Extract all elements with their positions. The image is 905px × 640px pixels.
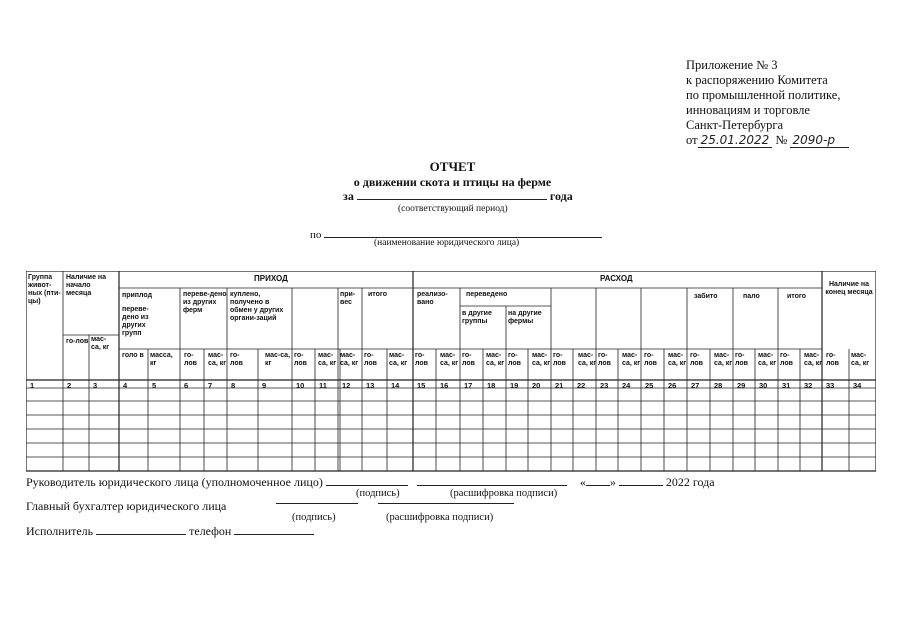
start-mass-header: мас-са, кг: [91, 336, 110, 351]
head-decode-hint: (расшифровка подписи): [450, 488, 558, 499]
phone-field[interactable]: [234, 524, 314, 535]
column-number: 16: [440, 381, 449, 390]
period-suffix: года: [549, 189, 573, 203]
column-number: 7: [208, 381, 213, 390]
column-number: 15: [417, 381, 426, 390]
column-number: 27: [691, 381, 700, 390]
column-number: 28: [714, 381, 723, 390]
mass-header: мас-са, кг: [208, 352, 227, 367]
column-number: 13: [366, 381, 375, 390]
transferred-farms-header: переве-дено из других ферм: [183, 291, 227, 314]
column-number: 11: [319, 381, 327, 390]
head-label: Руководитель юридического лица (уполномоченное лицо): [26, 475, 323, 489]
income-total-header: итого: [368, 291, 388, 298]
column-number: 30: [759, 381, 768, 390]
column-number: 20: [532, 381, 541, 390]
offspring-header: приплод: [122, 292, 153, 299]
mass-header: мас-са, кг: [578, 352, 597, 367]
column-number: 4: [123, 381, 128, 390]
column-number: 5: [152, 381, 157, 390]
expense-header: РАСХОД: [600, 274, 633, 283]
accountant-decode-field[interactable]: [378, 503, 514, 504]
mass-header: мас-са, кг: [318, 352, 337, 367]
mass-header: мас-са, кг: [265, 352, 291, 367]
number-prefix: №: [775, 133, 788, 147]
mass-header: мас-са, кг: [486, 352, 505, 367]
period-prefix: за: [343, 189, 354, 203]
head-decode-field[interactable]: [417, 475, 567, 486]
mass-header: мас-са, кг: [714, 352, 733, 367]
period-field[interactable]: [357, 189, 547, 200]
transferred-groups-header: переве-дено из других групп: [122, 306, 149, 337]
org-prefix: по: [310, 229, 322, 241]
heads-header: го-лов: [735, 352, 748, 367]
heads-header: го-лов: [508, 352, 521, 367]
mass-header: мас-са, кг: [532, 352, 551, 367]
column-number: 22: [577, 381, 586, 390]
gain-header: при-вес: [340, 291, 356, 306]
column-number: 33: [826, 381, 835, 390]
expense-total-header: итого: [787, 293, 807, 300]
org-field[interactable]: [324, 227, 602, 238]
column-number: 34: [853, 381, 862, 390]
col-start-header: Наличие на начало месяца: [66, 274, 107, 297]
date-month-field[interactable]: [619, 475, 663, 486]
appendix-line: к распоряжению Комитета: [686, 73, 828, 87]
handwritten-number: 2090-р: [790, 133, 849, 148]
income-header: ПРИХОД: [254, 274, 288, 283]
date-open-quote: «: [579, 475, 586, 489]
column-number: 9: [262, 381, 267, 390]
org-hint: (наименование юридического лица): [374, 238, 520, 248]
heads-header: го-лов: [230, 352, 243, 367]
moved-header: переведено: [466, 291, 508, 298]
sold-header: реализо-вано: [417, 291, 448, 306]
column-number: 3: [93, 381, 98, 390]
handwritten-date: 25.01.2022: [698, 133, 773, 148]
heads-header: го-лов: [690, 352, 703, 367]
column-number: 6: [184, 381, 189, 390]
mass-header: мас-са, кг: [758, 352, 777, 367]
column-number: 19: [510, 381, 519, 390]
heads-header: го-лов: [364, 352, 377, 367]
heads-header: го-лов: [294, 352, 307, 367]
heads-header: го-лов: [826, 352, 839, 367]
start-heads-header: го-лов: [66, 338, 89, 345]
heads-header: го-лов: [415, 352, 428, 367]
date-close-quote: »: [609, 475, 616, 489]
appendix-date-line: [686, 133, 849, 148]
accountant-signature-field[interactable]: [276, 503, 358, 504]
column-number: 14: [391, 381, 400, 390]
executor-line: [26, 524, 314, 539]
slaughtered-header: забито: [694, 293, 718, 300]
mass-header: мас-са, кг: [622, 352, 641, 367]
column-number: 2: [67, 381, 72, 390]
column-number: 24: [622, 381, 631, 390]
appendix-line: Приложение № 3: [686, 58, 778, 72]
mass-header: мас-са, кг: [440, 352, 459, 367]
column-number: 21: [555, 381, 564, 390]
head-signature-hint: (подпись): [356, 488, 400, 499]
period-line: [343, 189, 573, 204]
column-number: 31: [782, 381, 791, 390]
appendix-line: по промышленной политике,: [686, 88, 841, 102]
appendix-block: [686, 58, 849, 148]
heads-header: го-лов: [644, 352, 657, 367]
column-number: 32: [804, 381, 813, 390]
mass-header: мас-са, кг: [851, 352, 870, 367]
column-number: 12: [342, 381, 351, 390]
heads-header: го-лов: [598, 352, 611, 367]
offspring-mass-header: масса, кг: [150, 352, 173, 367]
accountant-label: Главный бухгалтер юридического лица: [26, 499, 227, 513]
column-number: 8: [231, 381, 236, 390]
column-number: 29: [737, 381, 746, 390]
appendix-line: инновациям и торговле: [686, 103, 810, 117]
column-number: 23: [600, 381, 609, 390]
col-group-header: Группа живот-ных (пти-цы): [28, 274, 61, 305]
date-prefix: от: [686, 133, 698, 147]
col-end-header: Наличие на конец месяца: [825, 281, 873, 296]
heads-header: го-лов: [553, 352, 566, 367]
heads-header: го-лов: [780, 352, 793, 367]
column-number: 17: [464, 381, 473, 390]
column-number: 25: [645, 381, 654, 390]
heads-header: го-лов: [184, 352, 197, 367]
column-number: 1: [30, 381, 35, 390]
purchased-header: куплено, получено в обмен у других органи-заций: [230, 291, 284, 322]
column-number: 26: [668, 381, 677, 390]
report-heading: ОТЧЕТ: [429, 159, 476, 174]
report-subtitle: о движении скота и птицы на ферме: [353, 175, 552, 189]
appendix-line: Санкт-Петербурга: [686, 118, 784, 132]
heads-header: го-лов: [462, 352, 475, 367]
phone-label: телефон: [189, 524, 232, 538]
column-number: 10: [296, 381, 305, 390]
mass-header: мас-са, кг: [668, 352, 687, 367]
accountant-line: [26, 499, 226, 514]
head-signature-field[interactable]: [326, 475, 408, 486]
mass-header: мас-са, кг: [389, 352, 408, 367]
accountant-signature-hint: (подпись): [292, 512, 336, 523]
period-hint: (соответствующий период): [398, 204, 508, 214]
date-year: 2022 года: [665, 475, 715, 489]
to-groups-header: в другие группы: [462, 310, 492, 325]
date-day-field[interactable]: [586, 475, 610, 486]
column-number: 18: [487, 381, 496, 390]
mass-header: мас-са, кг: [340, 352, 359, 367]
executor-field[interactable]: [96, 524, 186, 535]
to-farms-header: на другие фермы: [508, 310, 542, 325]
executor-label: Исполнитель: [26, 524, 94, 538]
fallen-header: пало: [743, 293, 760, 300]
offspring-heads-header: голо в: [122, 352, 144, 359]
mass-header: мас-са, кг: [804, 352, 823, 367]
accountant-decode-hint: (расшифровка подписи): [386, 512, 494, 523]
